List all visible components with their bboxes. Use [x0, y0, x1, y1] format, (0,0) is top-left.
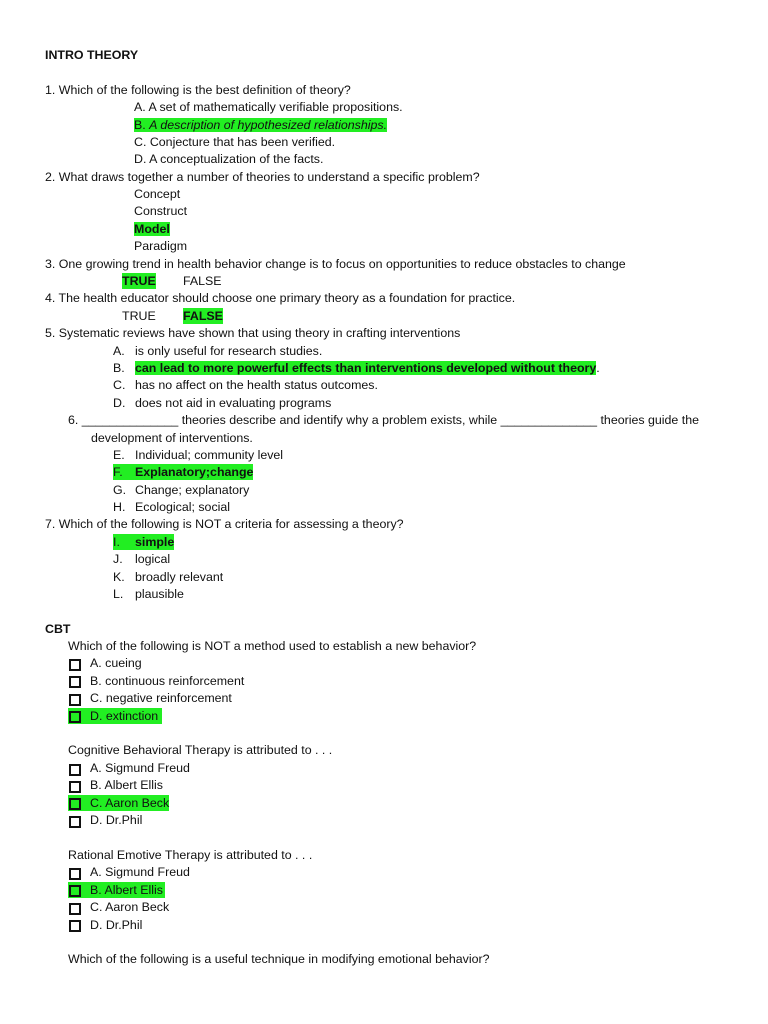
cbt-question-1: Which of the following is NOT a method used to establish a new behavior?: [68, 639, 477, 653]
q7-option-k: K. broadly relevant: [113, 570, 224, 584]
cbt-question-2: Cognitive Behavioral Therapy is attributed to . . .: [68, 743, 333, 757]
cbt-q3-option-b: B. Albert Ellis: [90, 883, 163, 897]
q2-option-3: Model: [134, 222, 170, 236]
checkbox-icon: [69, 816, 81, 828]
q6-option-h: H. Ecological; social: [113, 500, 231, 514]
question-3: 3. One growing trend in health behavior change is to focus on opportunities to reduce obstacles to change: [45, 257, 626, 271]
cbt-q1-option-b: B. continuous reinforcement: [90, 674, 245, 688]
q6-option-g: G. Change; explanatory: [113, 483, 250, 497]
cbt-question-4: Which of the following is a useful technique in modifying emotional behavior?: [68, 952, 490, 966]
q5-option-a: A. is only useful for research studies.: [113, 344, 323, 358]
cbt-q2-option-c: C. Aaron Beck: [90, 796, 170, 810]
cbt-q2-option-a: A. Sigmund Freud: [90, 761, 190, 775]
q1-option-c: C. Conjecture that has been verified.: [134, 135, 336, 149]
q5-option-d: D. does not aid in evaluating programs: [113, 396, 332, 410]
cbt-q2-option-d: D. Dr.Phil: [90, 813, 143, 827]
checkbox-icon: [69, 903, 81, 915]
checkbox-icon: [69, 676, 81, 688]
q5-option-b: B. can lead to more powerful effects than interventions developed without theory.: [113, 361, 600, 375]
checkbox-icon: [69, 781, 81, 793]
question-4: 4. The health educator should choose one primary theory as a foundation for practice.: [45, 291, 516, 305]
question-6-cont: development of interventions.: [91, 431, 253, 445]
q3-true: TRUE: [122, 274, 156, 288]
checkbox-icon: [69, 868, 81, 880]
q1-option-d: D. A conceptualization of the facts.: [134, 152, 324, 166]
cbt-q1-option-d: D. extinction: [90, 709, 159, 723]
checkbox-icon: [69, 798, 81, 810]
cbt-q3-option-c: C. Aaron Beck: [90, 900, 170, 914]
question-5: 5. Systematic reviews have shown that using theory in crafting interventions: [45, 326, 461, 340]
q1-option-a: A. A set of mathematically verifiable propositions.: [134, 100, 403, 114]
question-6: 6. ______________ theories describe and identify why a problem exists, while ______________ theories guide the: [68, 413, 699, 427]
q2-option-1: Concept: [134, 187, 181, 201]
checkbox-icon: [69, 920, 81, 932]
cbt-q1-option-a: A. cueing: [90, 656, 142, 670]
q3-false: FALSE: [183, 274, 222, 288]
q7-option-i: I. simple: [113, 535, 175, 549]
q6-option-f: F. Explanatory;change: [113, 465, 254, 479]
cbt-q1-option-c: C. negative reinforcement: [90, 691, 232, 705]
q4-false: FALSE: [183, 309, 223, 323]
cbt-q3-option-d: D. Dr.Phil: [90, 918, 143, 932]
cbt-q2-option-b: B. Albert Ellis: [90, 778, 163, 792]
checkbox-icon: [69, 885, 81, 897]
q2-option-2: Construct: [134, 204, 188, 218]
checkbox-icon: [69, 694, 81, 706]
q5-option-c: C. has no affect on the health status outcomes.: [113, 378, 378, 392]
checkbox-icon: [69, 764, 81, 776]
q7-option-j: J. logical: [113, 552, 171, 566]
section-title-intro: INTRO THEORY: [45, 48, 139, 62]
question-2: 2. What draws together a number of theories to understand a specific problem?: [45, 170, 480, 184]
q2-option-4: Paradigm: [134, 239, 188, 253]
q4-true: TRUE: [122, 309, 156, 323]
question-7: 7. Which of the following is NOT a criteria for assessing a theory?: [45, 517, 404, 531]
cbt-question-3: Rational Emotive Therapy is attributed to . . .: [68, 848, 313, 862]
q1-option-b: B. A description of hypothesized relationships.: [134, 118, 388, 132]
checkbox-icon: [69, 711, 81, 723]
section-title-cbt: CBT: [45, 622, 71, 636]
cbt-q3-option-a: A. Sigmund Freud: [90, 865, 190, 879]
q7-option-l: L. plausible: [113, 587, 184, 601]
checkbox-icon: [69, 659, 81, 671]
q6-option-e: E. Individual; community level: [113, 448, 284, 462]
question-1: 1. Which of the following is the best definition of theory?: [45, 83, 351, 97]
